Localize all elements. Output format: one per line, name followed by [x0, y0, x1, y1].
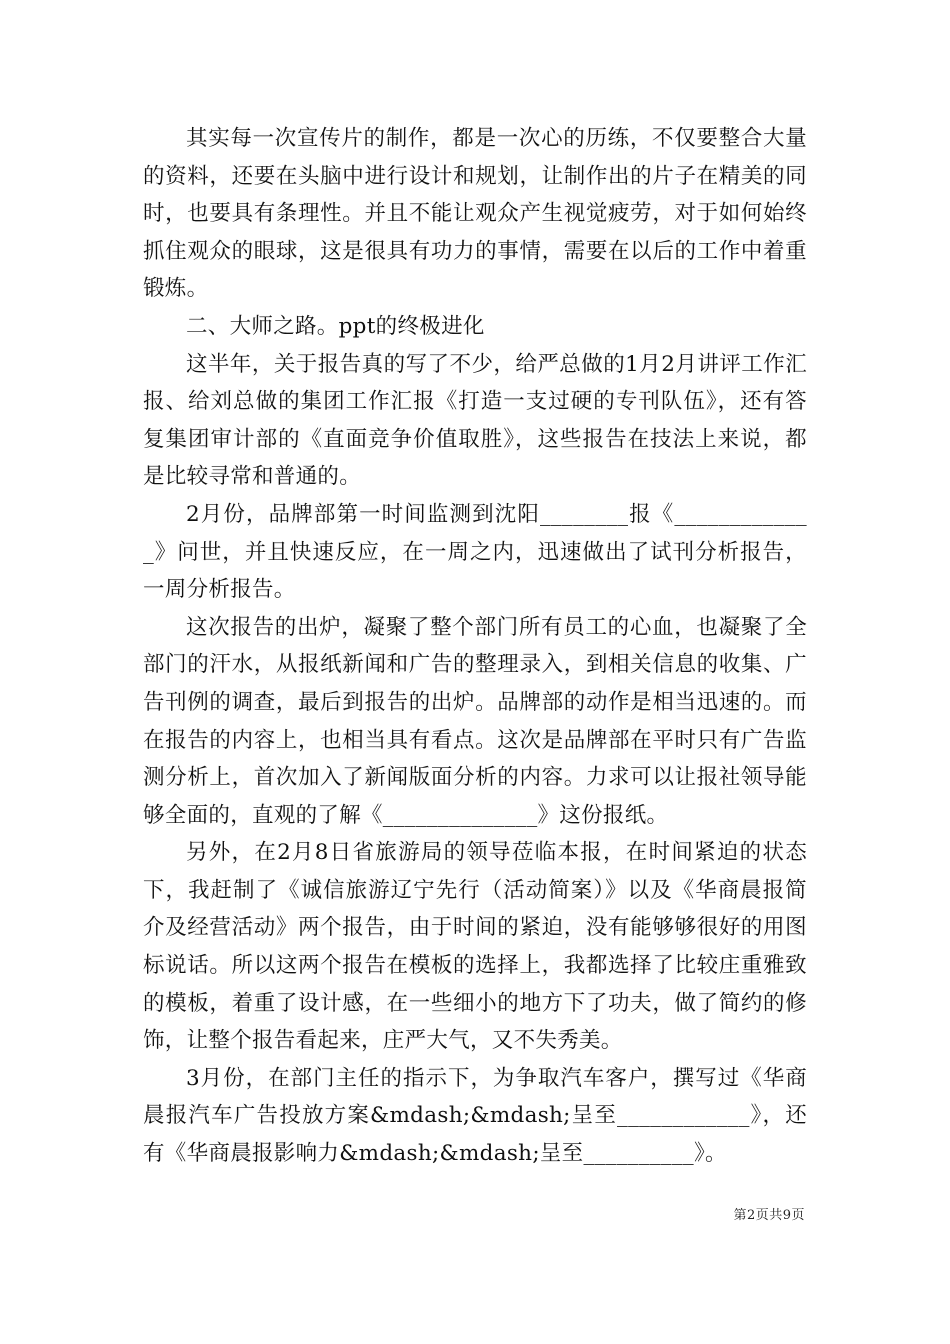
section-heading-master-path: 二、大师之路。ppt的终极进化: [186, 313, 485, 339]
paragraph-reports-half-year: 这半年，关于报告真的写了不少，给严总做的1月2月讲评工作汇报、给刘总做的集团工作汇报《打造一支过硬的专刊队伍》，还有答复集团审计部的《直面竞争价值取胜》，这些报告在技法上来说，都是比较寻常和普通的。: [143, 351, 807, 490]
paragraph-february-monitoring: 2月份，品牌部第一时间监测到沈阳________报《_____________》问世，并且快速反应，在一周之内，迅速做出了试刊分析报告，一周分析报告。: [143, 501, 807, 603]
paragraph-tourism-reports: 另外，在2月8日省旅游局的领导莅临本报，在时间紧迫的状态下，我赶制了《诚信旅游辽宁先行（活动简案）》以及《华商晨报简介及经营活动》两个报告，由于时间的紧迫，没有能够够很好的用图标说话。所以这两个报告在模板的选择上，我都选择了比较庄重雅致的模板，着重了设计感，在一些细小的地方下了功夫，做了简约的修饰，让整个报告看起来，庄严大气，又不失秀美。: [143, 840, 807, 1054]
page-number-footer: 第2页共9页: [733, 1208, 805, 1223]
paragraph-promo-video: 其实每一次宣传片的制作，都是一次心的历练，不仅要整合大量的资料，还要在头脑中进行设计和规划，让制作出的片子在精美的同时，也要具有条理性。并且不能让观众产生视觉疲劳，对于如何始终抓住观众的眼球，这是很具有功力的事情，需要在以后的工作中着重锻炼。: [143, 126, 807, 302]
document-body: [143, 120, 807, 1173]
paragraph-march-auto-plan: 3月份，在部门主任的指示下，为争取汽车客户，撰写过《华商晨报汽车广告投放方案&mdash;&mdash;呈至____________》，还有《华商晨报影响力&mdash;&mdash;呈至__________》。: [143, 1065, 807, 1167]
paragraph-report-release: 这次报告的出炉，凝聚了整个部门所有员工的心血，也凝聚了全部门的汗水，从报纸新闻和广告的整理录入，到相关信息的收集、广告刊例的调查，最后到报告的出炉。品牌部的动作是相当迅速的。而在报告的内容上，也相当具有看点。这次是品牌部在平时只有广告监测分析上，首次加入了新闻版面分析的内容。力求可以让报社领导能够全面的，直观的了解《______________》这份报纸。: [143, 614, 807, 828]
